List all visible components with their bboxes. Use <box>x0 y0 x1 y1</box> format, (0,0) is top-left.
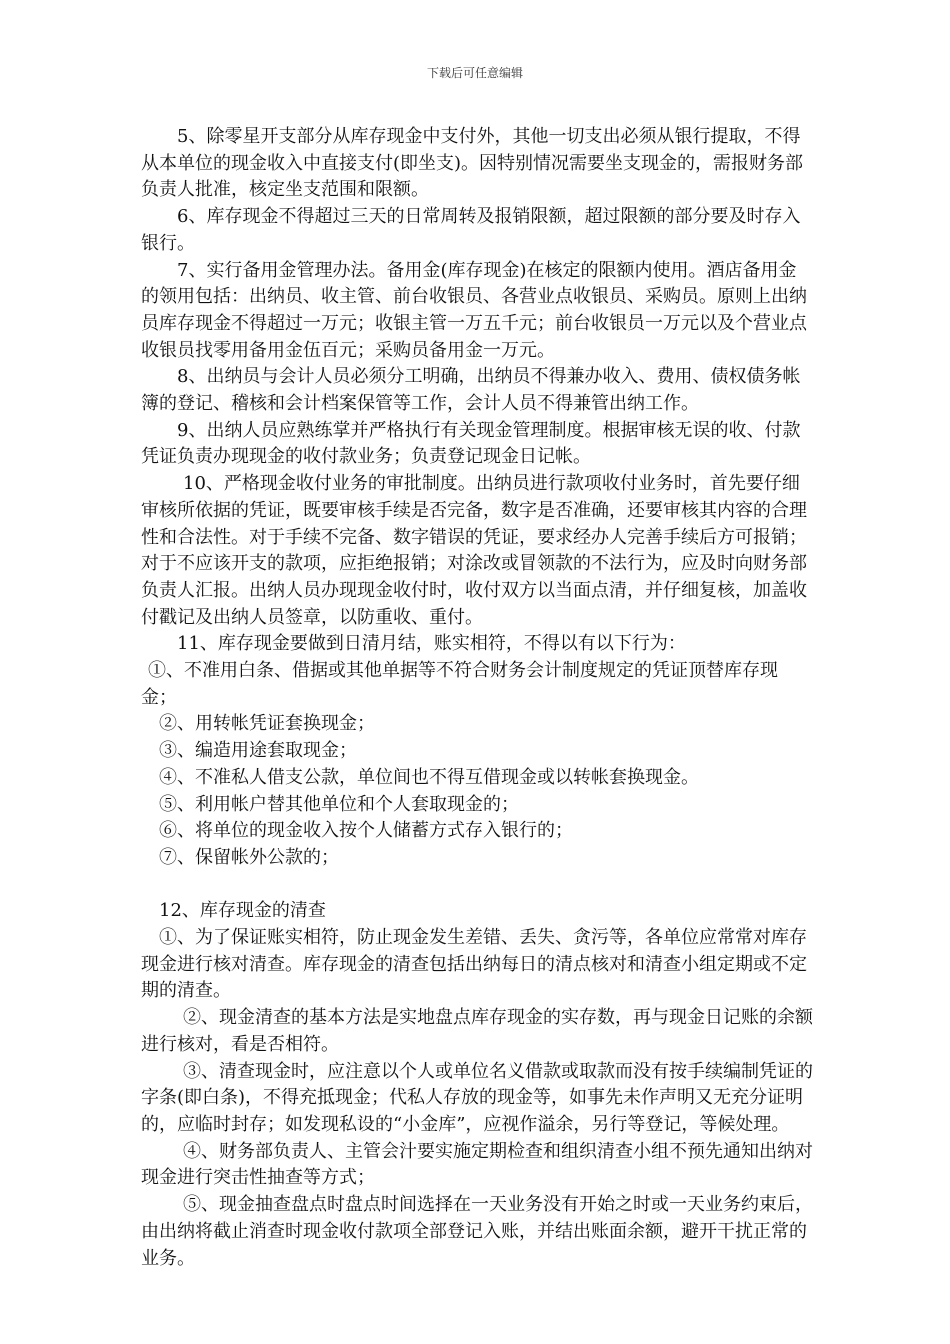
list-item-12-3: ③、清查现金时，应注意以个人或单位名义借款或取款而没有按手续编制凭证的字条(即白条)，不得充抵现金；代私人存放的现金等，如事先未作声明又无充分证明的，应临时封存；如发现私设的“小金库”，应视作溢余，另行等登记，等候处理。 <box>141 1060 813 1135</box>
list-item-11-3: ③、编造用途套取现金； <box>159 740 357 762</box>
paragraph-10: 10、严格现金收付业务的审批制度。出纳员进行款项收付业务时，首先要仔细审核所依据的凭证，既要审核手续是否完备，数字是否准确，还要审核其内容的合理性和合法性。对于手续不完备、数字错误的凭证，要求经办人完善手续后方可报销；对于不应该开支的款项，应拒绝报销；对涂改或冒领款的不法行为，应及时向财务部负责人汇报。出纳人员办现现金收付时，收付双方以当面点清，并仔细复核，加盖收付戳记及出纳人员签章，以防重收、重付。 <box>141 473 807 628</box>
paragraph-6: 6、库存现金不得超过三天的日常周转及报销限额，超过限额的部分要及时存入银行。 <box>141 206 801 254</box>
list-item-12-2: ②、现金清查的基本方法是实地盘点库存现金的实存数，再与现金日记账的余额进行核对，看是否相符。 <box>141 1007 813 1055</box>
list-item-11-7: ⑦、保留帐外公款的； <box>159 846 339 868</box>
list-item-11-6: ⑥、将单位的现金收入按个人储蓄方式存入银行的； <box>159 820 573 842</box>
blank-line <box>141 872 813 899</box>
document-body <box>141 124 813 1272</box>
list-item-11-5: ⑤、利用帐户替其他单位和个人套取现金的； <box>159 793 519 815</box>
paragraph-11: 11、库存现金要做到日清月结，账实相符，不得以有以下行为： <box>177 633 686 655</box>
list-item-11-4: ④、不准私人借支公款，单位间也不得互借现金或以转帐套换现金。 <box>159 766 699 788</box>
paragraph-8: 8、出纳员与会计人员必须分工明确，出纳员不得兼办收入、费用、债权债务帐簿的登记、稽核和会计档案保管等工作，会计人员不得兼管出纳工作。 <box>141 366 801 415</box>
paragraph-9: 9、出纳人员应熟练掌并严格执行有关现金管理制度。根据审核无误的收、付款凭证负责办现现金的收付款业务；负责登记现金日记帐。 <box>141 419 801 468</box>
list-item-12-1: ①、为了保证账实相符，防止现金发生差错、丢失、贪污等，各单位应常常对库存现金进行核对清查。库存现金的清查包括出纳每日的清点核对和清查小组定期或不定期的清查。 <box>141 927 807 1002</box>
list-item-11-1: ①、不准用白条、借据或其他单据等不符合财务会计制度规定的凭证顶替库存现金； <box>141 660 778 708</box>
paragraph-5: 5、除零星开支部分从库存现金中支付外，其他一切支出必须从银行提取，不得从本单位的现金收入中直接支付(即坐支)。因特别情况需要坐支现金的，需报财务部负责人批准，核定坐支范围和限额。 <box>141 126 804 201</box>
paragraph-7: 7、实行备用金管理办法。备用金(库存现金)在核定的限额内使用。酒店备用金的领用包括：出纳员、收主管、前台收银员、各营业点收银员、采购员。原则上出纳员库存现金不得超过一万元；收银主管一万五千元；前台收银员一万元以及个营业点收银员找零用备用金伍百元；采购员备用金一万元。 <box>141 259 807 361</box>
list-item-12-4: ④、财务部负责人、主管会汁要实施定期检查和组织清查小组不预先通知出纳对现金进行突击性抽查等方式； <box>141 1140 813 1189</box>
page-header: 下载后可任意编辑 <box>426 66 523 80</box>
list-item-12-5: ⑤、现金抽查盘点时盘点时间选择在一天业务没有开始之时或一天业务约束后，由出纳将截止消查时现金收付款项全部登记入账，并结出账面余额，避开干扰正常的业务。 <box>141 1194 813 1269</box>
list-item-11-2: ②、用转帐凭证套换现金； <box>159 713 375 735</box>
paragraph-12: 12、库存现金的清查 <box>159 900 326 922</box>
